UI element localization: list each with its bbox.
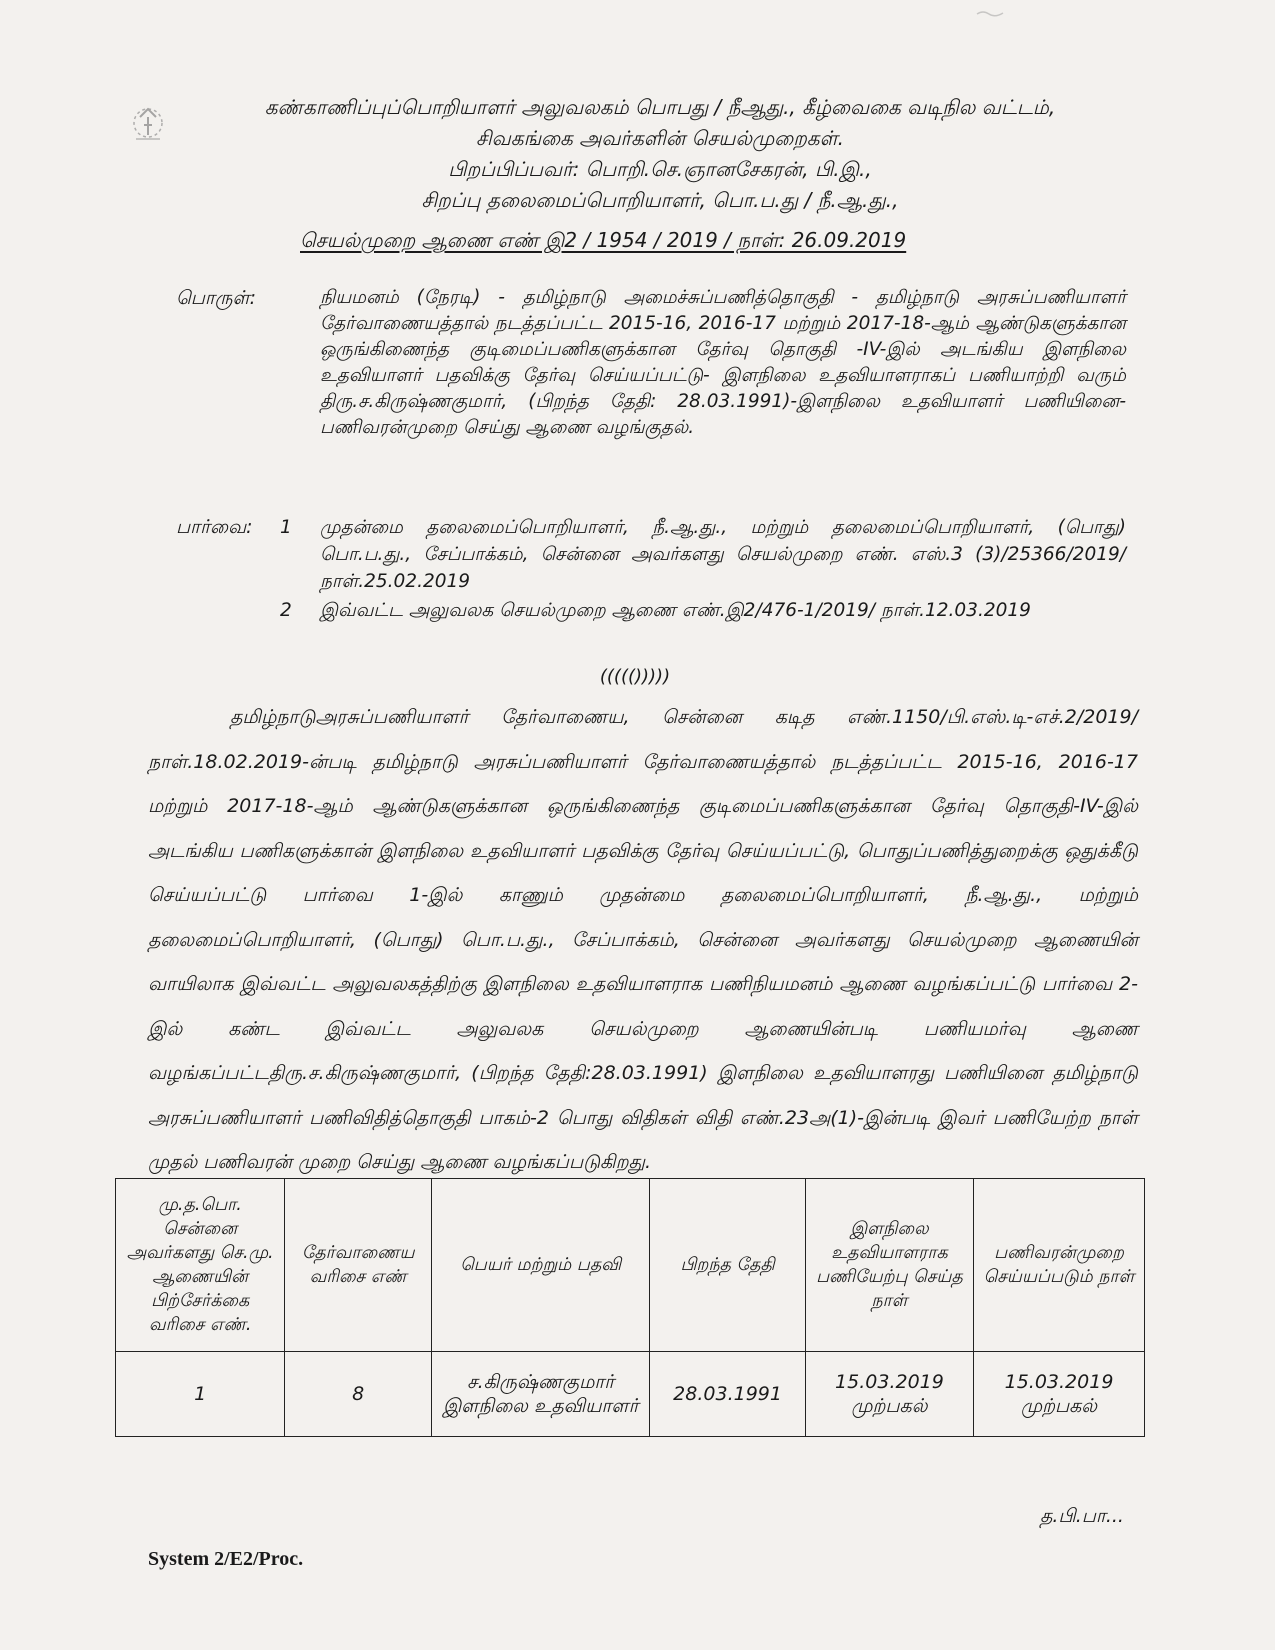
table-cell: ச.கிருஷ்ணகுமார் இளநிலை உதவியாளர் [432,1352,650,1437]
subject-label: பொருள்: [176,287,257,309]
section-divider: ((((())))) [599,666,671,687]
reference-text: முதன்மை தலைமைப்பொறியாளர், நீ.ஆ.து., மற்றும் தலைமைப்பொறியாளர், (பொது) பொ.ப.து., சேப்பாக்கம், சென்னை அவர்களது செயல்முறை எண். எஸ்.3 (3)/25366/2019/ நாள்.25.02.2019 [320,517,1126,592]
reference-item [280,514,1126,595]
table-header: பிறந்த தேதி [650,1179,806,1352]
references-label: பார்வை: [176,516,253,538]
table-header: பணிவரன்முறை செய்யப்படும் நாள் [974,1179,1145,1352]
header-line-3: பிறப்பிப்பவர்: பொறி.செ.ஞானசேகரன், பி.இ., [448,157,872,181]
table-cell: 8 [285,1352,432,1437]
header-line-4: சிறப்பு தலைமைப்பொறியாளர், பொ.ப.து / நீ.ஆ.து., [421,188,899,212]
appointment-table [115,1178,1145,1437]
table-header: தேர்வாணைய வரிசை எண் [285,1179,432,1352]
reference-number: 2 [280,600,292,621]
page-turn-note: த.பி.பா... [1040,1505,1124,1527]
order-reference: செயல்முறை ஆணை எண் இ2 / 1954 / 2019 / நாள்: 26.09.2019 [300,228,907,252]
table-cell: 1 [116,1352,285,1437]
table-header: இளநிலை உதவியாளராக பணியேற்பு செய்த நாள் [805,1179,973,1352]
reference-item [280,597,1126,624]
table-header: மு.த.பொ. சென்னை அவர்களது செ.மு. ஆணையின் பிற்சேர்க்கை வரிசை எண். [116,1179,285,1352]
table-row [116,1352,1145,1437]
order-body: தமிழ்நாடுஅரசுப்பணியாளர் தேர்வாணைய, சென்னை கடித எண்.1150/பி.எஸ்.டி-எச்.2/2019/ நாள்.18.02.2019-ன்படி தமிழ்நாடு அரசுப்பணியாளர் தேர்வாணையத்தால் நடத்தப்பட்ட 2015-16, 2016-17 மற்றும் 2017-18-ஆம் ஆண்டுகளுக்கான ஒருங்கிணைந்த குடிமைப்பணிகளுக்கான தேர்வு தொகுதி-IV-இல் அடங்கிய பணிகளுக்கான் இளநிலை உதவியாளர் பதவிக்கு தேர்வு செய்யப்பட்டு, பொதுப்பணித்துறைக்கு ஒதுக்கீடு செய்யப்பட்டு பார்வை 1-இல் காணும் முதன்மை தலைமைப்பொறியாளர், நீ.ஆ.து., மற்றும் தலைமைப்பொறியாளர், (பொது) பொ.ப.து., சேப்பாக்கம், சென்னை அவர்களது செயல்முறை ஆணையின் வாயிலாக இவ்வட்ட அலுவலகத்திற்கு இளநிலை உதவியாளராக பணிநியமனம் ஆணை வழங்கப்பட்டு பார்வை 2-இல் கண்ட இவ்வட்ட அலுவலக செயல்முறை ஆணையின்படி பணியமர்வு ஆணை வழங்கப்பட்டதிரு.ச.கிருஷ்ணகுமார், (பிறந்த தேதி:28.03.1991) இளநிலை உதவியாளரது பணியினை தமிழ்நாடு அரசுப்பணியாளர் பணிவிதித்தொகுதி பாகம்-2 பொது விதிகள் விதி எண்.23அ(1)-இன்படி இவர் பணியேற்ற நாள் முதல் பணிவரன் முறை செய்து ஆணை வழங்கப்படுகிறது. [148,706,1138,1173]
table-header: பெயர் மற்றும் பதவி [432,1179,650,1352]
reference-number: 1 [280,517,292,538]
table-cell: 28.03.1991 [650,1352,806,1437]
header-line-2: சிவகங்கை அவர்களின் செயல்முறைகள். [476,126,844,150]
table-cell: 15.03.2019 முற்பகல் [805,1352,973,1437]
reference-text: இவ்வட்ட அலுவலக செயல்முறை ஆணை எண்.இ2/476-1/2019/ நாள்.12.03.2019 [320,600,1031,621]
references-list [280,514,1126,626]
table-header-row [116,1179,1145,1352]
table-cell: 15.03.2019 முற்பகல் [974,1352,1145,1437]
scan-smudge [975,8,1005,18]
subject-text: நியமனம் (நேரடி) - தமிழ்நாடு அமைச்சுப்பணித்தொகுதி - தமிழ்நாடு அரசுப்பணியாளர் தேர்வாணையத்தால் நடத்தப்பட்ட 2015-16, 2016-17 மற்றும் 2017-18-ஆம் ஆண்டுகளுக்கான ஒருங்கிணைந்த குடிமைப்பணிகளுக்கான தேர்வு தொகுதி -IV-இல் அடங்கிய இளநிலை உதவியாளர் பதவிக்கு தேர்வு செய்யப்பட்டு- இளநிலை உதவியாளராகப் பணியாற்றி வரும் திரு.ச.கிருஷ்ணகுமார், (பிறந்த தேதி: 28.03.1991)-இளநிலை உதவியாளர் பணியினை- பணிவரன்முறை செய்து ஆணை வழங்குதல். [320,287,1126,438]
office-header [210,92,1110,216]
header-line-1: கண்காணிப்புப்பொறியாளர் அலுவலகம் பொபது / நீஆது., கீழ்வைகை வடிநில வட்டம், [264,95,1056,119]
footer-file-code: System 2/E2/Proc. [148,1548,304,1570]
emblem-icon [118,95,178,155]
